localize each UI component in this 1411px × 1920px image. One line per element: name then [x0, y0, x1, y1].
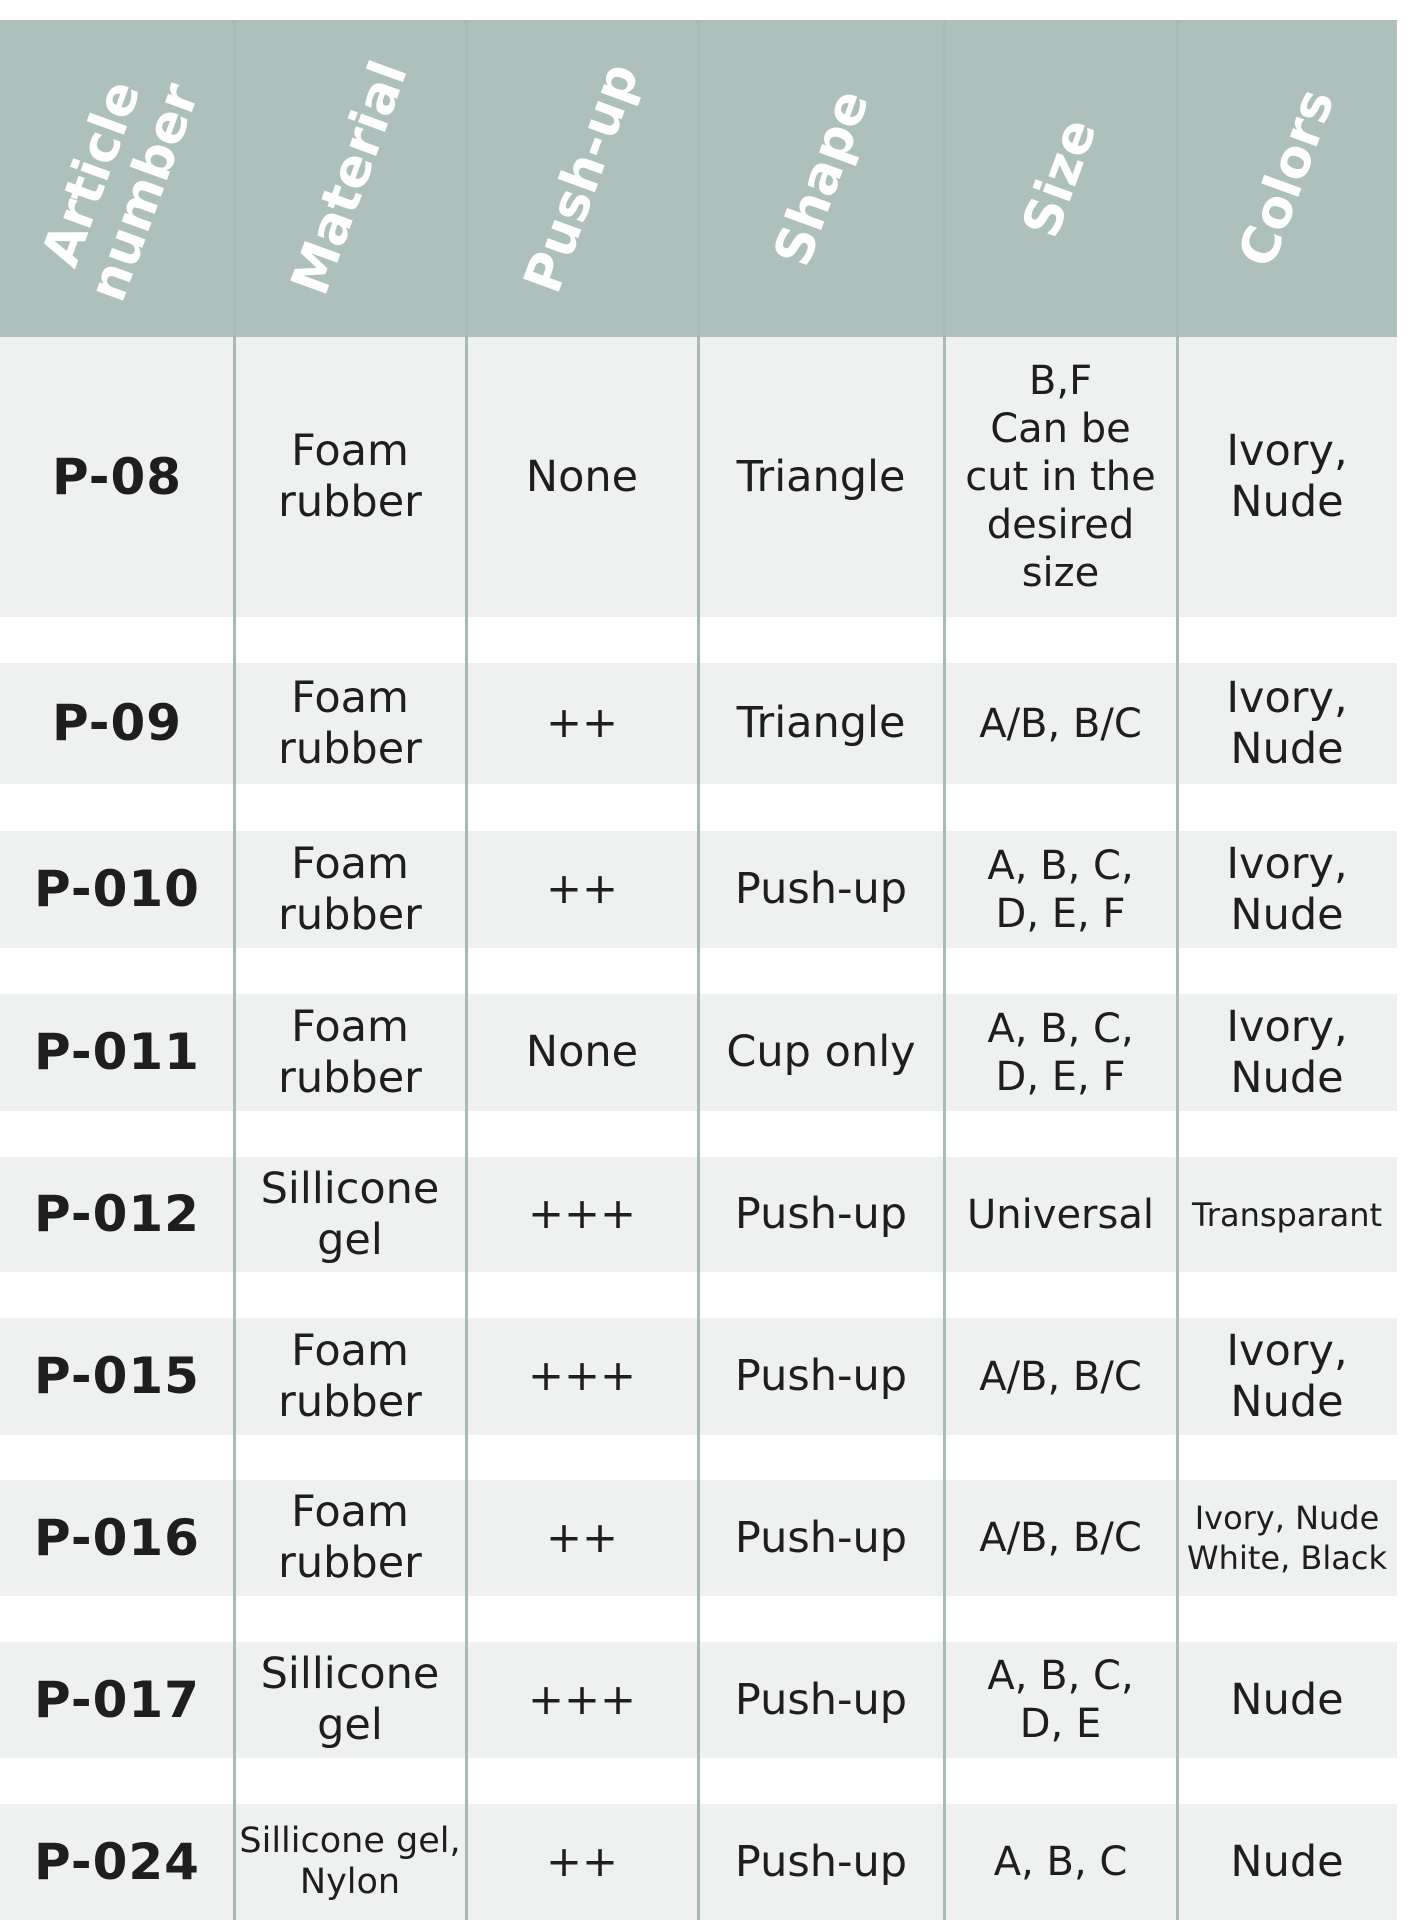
cell-shape: Triangle [736, 451, 906, 502]
cell-material: Foam rubber [278, 1325, 422, 1427]
cell-size: A, B, C, D, E, F [987, 1005, 1134, 1100]
cell-size: A, B, C, D, E, F [987, 842, 1134, 937]
cell-material: Sillicone gel [260, 1649, 440, 1750]
cell-article: P-09 [51, 694, 183, 752]
header-shape: Shape [762, 82, 882, 274]
cell-pushup: None [525, 1027, 639, 1077]
cell-material: Sillicone gel, Nylon [239, 1821, 461, 1902]
cell-material: Foam rubber [278, 1001, 422, 1103]
cell-colors: Nude [1230, 1674, 1344, 1725]
cell-colors: Transparant [1191, 1195, 1383, 1234]
cell-shape: Push-up [734, 1836, 908, 1887]
cell-article: P-017 [34, 1670, 200, 1729]
cell-size: A, B, C, D, E [987, 1653, 1134, 1747]
cell-article: P-016 [34, 1508, 200, 1567]
cell-colors: Ivory, Nude [1226, 672, 1348, 774]
cell-pushup: +++ [527, 1351, 637, 1401]
column-divider [943, 20, 946, 1920]
cell-article: P-015 [34, 1347, 200, 1405]
cell-shape: Push-up [734, 1189, 908, 1239]
column-divider [697, 20, 700, 1920]
cell-article: P-08 [51, 447, 183, 506]
cell-article: P-010 [34, 860, 200, 918]
cell-colors: Ivory, Nude [1226, 426, 1348, 527]
cell-colors: Ivory, Nude [1226, 838, 1348, 940]
cell-material: Foam rubber [278, 426, 422, 527]
cell-shape: Push-up [734, 864, 908, 914]
cell-pushup: None [525, 451, 639, 502]
cell-size: Universal [967, 1191, 1154, 1238]
column-divider [465, 20, 468, 1920]
cell-colors: Ivory, Nude [1226, 1001, 1348, 1103]
cell-pushup: +++ [527, 1674, 637, 1725]
cell-colors: Ivory, Nude [1226, 1325, 1348, 1427]
cell-pushup: ++ [545, 698, 619, 748]
cell-size: A/B, B/C [979, 1353, 1142, 1400]
column-divider [1176, 20, 1179, 1920]
cell-material: Foam rubber [278, 1487, 422, 1588]
header-article-number: Article number [30, 72, 212, 310]
header-colors: Colors [1227, 81, 1347, 275]
cell-article: P-011 [34, 1023, 200, 1081]
column-divider [233, 20, 236, 1920]
cell-pushup: ++ [545, 1836, 619, 1887]
header-push-up: Push-up [512, 55, 652, 301]
cell-material: Sillicone gel [260, 1163, 440, 1265]
cell-pushup: ++ [545, 1512, 619, 1563]
cell-article: P-024 [34, 1832, 200, 1891]
cell-shape: Push-up [734, 1512, 908, 1563]
cell-shape: Cup only [726, 1027, 916, 1077]
cell-size: A/B, B/C [979, 700, 1142, 747]
cell-size: A/B, B/C [979, 1515, 1142, 1561]
cell-size: B,F Can be cut in the desired size [965, 358, 1156, 596]
cell-pushup: ++ [545, 864, 619, 914]
cell-material: Foam rubber [278, 838, 422, 940]
cell-material: Foam rubber [278, 672, 422, 774]
cell-shape: Push-up [734, 1351, 908, 1401]
header-size: Size [1011, 110, 1109, 246]
cell-shape: Triangle [736, 698, 906, 748]
cell-article: P-012 [34, 1185, 200, 1243]
cell-pushup: +++ [527, 1189, 637, 1239]
cell-colors: Nude [1230, 1836, 1344, 1887]
cell-colors: Ivory, Nude White, Black [1187, 1499, 1387, 1577]
cell-size: A, B, C [993, 1839, 1128, 1885]
cell-shape: Push-up [734, 1674, 908, 1725]
header-material: Material [280, 53, 420, 303]
